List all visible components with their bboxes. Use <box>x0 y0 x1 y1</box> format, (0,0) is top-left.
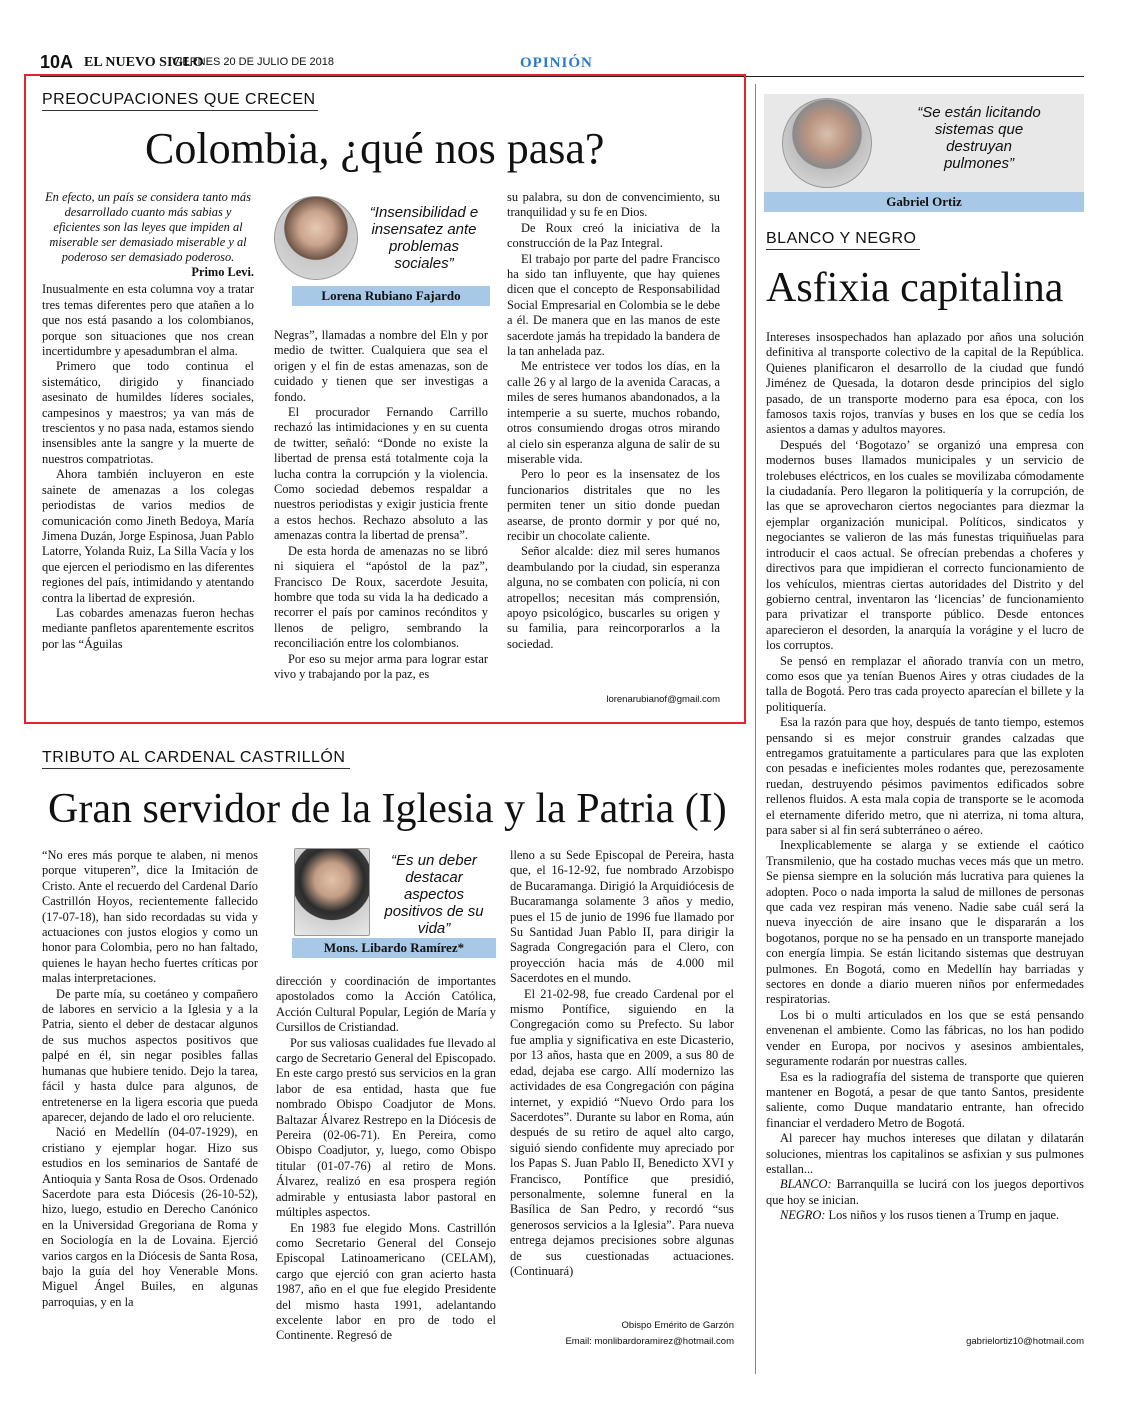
article3-paragraph: Esa es la radiografía del sistema de transporte que quieren mantener en Bogotá, a pesar de que tanto Santos, presidente saliente, como Duque mandatario entrante, han ofrecido financiar el verdadero Metro de Bogotá. <box>766 1069 1084 1130</box>
negro-text: Los niños y los rusos tienen a Trump en jaque. <box>828 1208 1060 1223</box>
author-photo-gabriel <box>782 98 872 188</box>
article2-email-link[interactable]: Email: monlibardoramirez@hotmail.com <box>565 1336 734 1347</box>
blanco-note <box>766 1177 1084 1208</box>
article3-pullquote: “Se están licitando sistemas que destruyan pulmones” <box>917 104 1041 172</box>
article2-kicker: TRIBUTO AL CARDENAL CASTRILLÓN <box>42 749 350 769</box>
article3-paragraph: Se pensó en remplazar el añorado tranvía con un metro, como esos que ya tenían Buenos Aires y otras ciudades de la talla de Bogotá. Pero tras cada proyecto aparecían el billete y la politiquería. <box>766 653 1084 714</box>
article2-pullquote: “Es un deber destacar aspectos positivos de su vida” <box>384 852 484 937</box>
article3-paragraph: Después del ‘Bogotazo’ se organizó una empresa con modernos buses llamados municipales y un servicio de trolebuses eléctricos, en los cuales se movilizaba cómodamente la ciudadanía. Pero llegaron la politiquería y la corrupción, de las que se aprovecharon ciertos negociantes para diezmar la ejemplar organización municipal. Políticos, sindicatos y negociantes se valieron de las más funestas triquiñuelas para introducir el caos actual. Se ofrecían prebendas a choferes y directivos para que impidieran el correcto funcionamiento de los vehículos, mientras ciertas autoridades del Distrito y del gobierno central, inventaron las ‘licencias’ de funcionamiento para privatizar el transporte público. Desde entonces aparecieron el desorden, la anarquía la vorágine y el lucro de los corruptos. <box>766 437 1084 653</box>
article2-author-box <box>288 846 496 962</box>
negro-note <box>766 1208 1084 1223</box>
article1-paragraph: Por eso su mejor arma para lograr estar vivo y trabajando por la paz, es <box>274 651 488 681</box>
article1-pullquote: “Insensibilidad e insensatez ante problemas sociales” <box>369 204 479 272</box>
author-photo-lorena <box>274 196 358 280</box>
article1-paragraph: De esta horda de amenazas no se libró ni siquiera el “apóstol de la paz”, Francisco De Roux, sacerdote Jesuita, hombre que toda su vida la ha dedicado a recorrer el país por caminos recónditos y llenos de peligro, sembrando la reconciliación entre los colombianos. <box>274 543 488 651</box>
article2-title: Gran servidor de la Iglesia y la Patria (I) <box>48 786 727 832</box>
section-name: OPINIÓN <box>520 55 593 71</box>
article1-title: Colombia, ¿qué nos pasa? <box>145 124 605 173</box>
blanco-label: BLANCO: <box>780 1177 832 1192</box>
article1-paragraph: El procurador Fernando Carrillo rechazó las intimidaciones y en su cuenta de twitter, señaló: “Donde no existe la libertad de prensa está totalmente coja la lucha contra la corrupción y la violencia. Como sociedad debemos respaldar a nuestros periodistas y exigir justicia frente a estos hechos. Rechazo absoluto a las amenazas contra la libertad de prensa”. <box>274 405 488 543</box>
article2-footnote: Obispo Emérito de Garzón <box>621 1320 734 1331</box>
article1-paragraph: su palabra, su don de convencimiento, su tranquilidad y su fe en Dios. <box>507 190 720 220</box>
article2-column-2 <box>276 974 496 1344</box>
article1-paragraph: Ahora también incluyeron en este sainete de amenazas a los colegas periodistas de varios medios de comunicación como Jineth Bedoya, María Jimena Duzán, Jorge Espinosa, Juan Pablo Latorre, Yolanda Ruiz, La Silla Vacía y los que ejercen el periodismo en las diferentes regiones del país, intimidando y atentando contra la libertad de expresión. <box>42 467 254 605</box>
article3-author-name: Gabriel Ortiz <box>764 192 1084 212</box>
article3-paragraph: Los bi o multi articulados en los que se está pensando envenenan el ambiente. Como las fábricas, no los han podido vender en Europa, por nocivos y asesinos ambientales, seguramente rodarán por nuestras calles. <box>766 1007 1084 1069</box>
article2-paragraph: En 1983 fue elegido Mons. Castrillón como Secretario General del Consejo Episcopal Latinoamericano (CELAM), cargo que ejerció con gran acierto hasta 1987, año en el que fue elegido Presidente del mismo hasta 1991, adelantando excelente labor en pro de todo el Continente. Regresó de <box>276 1220 496 1343</box>
article1-paragraph: Las cobardes amenazas fueron hechas mediante panfletos aparentemente escritos por las “Águilas <box>42 605 254 651</box>
article1-column-3 <box>507 190 720 652</box>
blanco-text: Barranquilla se lucirá con los juegos deportivos que hoy se inician. <box>766 1177 1084 1207</box>
article2-paragraph: Nació en Medellín (04-07-1929), en cristiano y ejemplar hogar. Hizo sus estudios en los seminarios de Santafé de Antioquia y Santa Rosa de Osos. Ordenado Sacerdote para esta Diócesis (26-10-52), hizo, luego, estudio en Derecho Canónico en la Universidad Gregoriana de Roma y en Sociología en la de Lovaina. Ejerció varios cargos en la Diócesis de Santa Rosa, bajo la guía del hoy Venerable Mons. Miguel Ángel Builes, en algunas parroquias, y en la <box>42 1125 258 1309</box>
article3-author-box <box>764 94 1084 212</box>
article1-author-box <box>268 192 490 310</box>
article1-paragraph: Primero que todo continua el sistemático, dirigido y financiado asesinato de humildes líderes sociales, campesinos y maestros; ya van más de trescientos y no pasa nada, estamos siendo insensibles ante la sangre y la muerte de nuestros compatriotas. <box>42 359 254 466</box>
article2-paragraph: De parte mía, su coetáneo y compañero de labores en servicio a la Iglesia y a la Patria, siento el deber de destacar algunos de sus muchos aspectos positivos que palpé en él, sin negar posibles fallas humanas que hubiere tenido. Dejo la tarea, fácil y hasta dulce para algunos, de entretenerse en la ligera escoria que pueda aparecer, dejando de lado el oro reluciente. <box>42 986 258 1124</box>
article1-paragraph: Pero lo peor es la insensatez de los funcionarios distritales que no les permiten tener un sitio donde puedan asearse, de pronto dormir y por qué no, recibir un chocolate caliente. <box>507 467 720 543</box>
article1-paragraph: Me entristece ver todos los días, en la calle 26 y al largo de la avenida Caracas, a miles de seres humanos abandonados, a la intemperie a su suerte, muchos robando, otros consumiendo drogas otros mirando al cielo sin esperanza alguna de salir de su miserable vida. <box>507 359 720 466</box>
article2-paragraph: lleno a su Sede Episcopal de Pereira, hasta que, el 16-12-92, fue nombrado Arzobispo de Bucaramanga. Dirigió la Arquidiócesis de Bucaramanga solamente 3 años y medio, pues el 15 de junio de 1996 fue llamado por Su Santidad Juan Pablo II, para dirigir la Sagrada Congregación para el Clero, con proyección hacia más de 4.000 mil Sacerdotes en el mundo. <box>510 848 734 986</box>
article1-email-link[interactable]: lorenarubianof@gmail.com <box>606 694 720 705</box>
article1-epigraph: En efecto, un país se considera tanto más desarrollado cuanto más sabias y eficientes son las leyes que impiden al miserable ser demasiado miserable y al poderoso ser demasiado poderoso. <box>45 190 251 264</box>
article2-paragraph: “No eres más porque te alaben, ni menos porque vituperen”, dice la Imitación de Cristo. Ante el recuerdo del Cardenal Darío Castrillón Hoyos, recientemente fallecido (17-07-18), han sido recordadas su vida y actuaciones con justos elogios y como un honor para Colombia, pero no han faltado, quienes le hayan hecho fuertes críticas por malas interpretaciones. <box>42 848 258 986</box>
article2-paragraph: El 21-02-98, fue creado Cardenal por el mismo Pontífice, siguiendo en la Congregación como su Prefecto. Su labor fue amplia y significativa en este Dicasterio, por 13 años, hasta que en 2009, a sus 80 de edad, dejaba ese cargo. Allí modernizo las actividades de esa Congregación con página internet, y expidió “Nuevo Ordo para los Sacerdotes”. Durante su labor en Roma, aún después de su retiro de aquel alto cargo, siguió siendo confidente muy apreciado por los Papas S. Juan Pablo II, Benedicto XVI y Francisco, Pontífice que presidió, personalmente, solemne funeral en la Basílica de San Pedro, y recordó “sus generosos servicios a la Iglesia”. Para nueva entrega dejamos precisiones sobre algunas de sus cuestionadas actuaciones. (Continuará) <box>510 986 734 1278</box>
article2-column-3 <box>510 848 734 1279</box>
article1-author-name: Lorena Rubiano Fajardo <box>292 286 490 306</box>
column-divider <box>755 84 756 1374</box>
article3-paragraph: Inexplicablemente se alarga y se extiende el caótico Transmilenio, que ha costado muchas veces más que un metro. Se piensa siempre en la solución más lucrativa para quienes la adopten. Poco o nada importa la salud de millones de personas que cada vez respiran más veneno. Nadie sabe cuál será la nueva inyección de aire insano que le dispararán a los bogotanos, porque no se ha pensado en un transporte manejado con energía limpia. Se están licitando sistemas que destruyan pulmones. En Bogotá, como en Medellín hay barriadas y sectores en donde a diario mueren niños por enfermedades respiratorias. <box>766 838 1084 1007</box>
article1-paragraph: De Roux creó la iniciativa de la construcción de la Paz Integral. <box>507 220 720 251</box>
article1-column-1 <box>42 190 254 652</box>
article3-paragraph: Esa la razón para que hoy, después de tanto tiempo, estemos pensando si es mejor construir grandes calzadas que entregamos gratuitamente a particulares para que las exploten con pesadas e ineficientes moles rodantes que, perezosamente ruedan, destruyendo pésimos pavimentos edificados sobre rellenos fluidos. A esta mala copia de transporte se le acomoda el eternamente diferido metro, que ni aterriza, ni toma altura, para saber si al fin será subterráneo o aéreo. <box>766 715 1084 837</box>
article3-paragraph: Al parecer hay muchos intereses que dilatan y dilatarán soluciones, mientras los capitalinos se asfixian y sus pulmones estallan... <box>766 1131 1084 1176</box>
article1-paragraph: Inusualmente en esta columna voy a tratar tres temas diferentes pero que atañen a lo que nos está pasando a los colombianos, porque son situaciones que nos crean incertidumbre y apesadumbran el alma. <box>42 282 254 359</box>
article2-author-name: Mons. Libardo Ramírez* <box>292 938 496 958</box>
article3-kicker: BLANCO Y NEGRO <box>766 230 920 250</box>
page-number: 10A <box>40 52 74 72</box>
author-photo-libardo <box>294 848 370 936</box>
paper-name: EL NUEVO SIGLO <box>84 55 204 70</box>
article2-column-1 <box>42 848 258 1310</box>
article1-paragraph: Negras”, llamadas a nombre del Eln y por medio de twitter. Cualquiera que sea el origen y el fin de estas amenazas, son de cuidado y tienen que ser investigas a fondo. <box>274 328 488 404</box>
article3-body <box>766 330 1084 1224</box>
article2-paragraph: dirección y coordinación de importantes apostolados como la Acción Católica, Acción Cultural Popular, Legión de María y Cursillos de Cristiandad. <box>276 974 496 1035</box>
article1-epigraph-author: Primo Levi. <box>191 265 254 279</box>
article2-paragraph: Por sus valiosas cualidades fue llevado al cargo de Secretario General del Episcopado. En este cargo prestó sus servicios en la gran labor de esa entidad, hasta que fue nombrado Obispo Coadjutor de Mons. Baltazar Álvarez Restrepo en la Diócesis de Pereira (02-06-71). En Pereira, como Obispo Coadjutor, y, luego, como Obispo titular (01-07-76) al retiro de Mons. Álvarez, realizó en esa prospera región admirable y entusiasta labor pastoral en múltiples aspectos. <box>276 1035 496 1220</box>
article3-paragraph: Intereses insospechados han aplazado por años una solución definitiva al transporte colectivo de la capital de la República. Quienes planificaron el desarrollo de la ciudad que fundó Jiménez de Quesada, la dotaron desde principios del siglo pasado, de un transporte moderno para esa época, con los famosos taxis rojos, tranvías y buses en los que se cedía los asientos a damas y adultos mayores. <box>766 330 1084 437</box>
issue-date: VIERNES 20 DE JULIO DE 2018 <box>172 56 335 68</box>
article1-paragraph: Señor alcalde: diez mil seres humanos deambulando por la ciudad, sin esperanza alguna, no se combaten con policía, ni con atropellos; necesitan más comprensión, apoyo psicológico, buscarles su origen y su familia, para reincorporarlos a la sociedad. <box>507 544 720 651</box>
negro-label: NEGRO: <box>780 1208 826 1223</box>
article1-kicker: PREOCUPACIONES QUE CRECEN <box>42 91 318 111</box>
article3-email-link[interactable]: gabrielortiz10@hotmail.com <box>966 1336 1084 1347</box>
article1-paragraph: El trabajo por parte del padre Francisco ha sido tan influyente, que hay quienes dicen que el concepto de Responsabilidad Social Empresarial en Colombia se le debe a él. De manera que en las manos de este sacerdote jamás ha trepidado la bandera de la tan anhelada paz. <box>507 251 720 359</box>
article3-title: Asfixia capitalina <box>766 265 1064 311</box>
article1-column-2 <box>274 328 488 682</box>
